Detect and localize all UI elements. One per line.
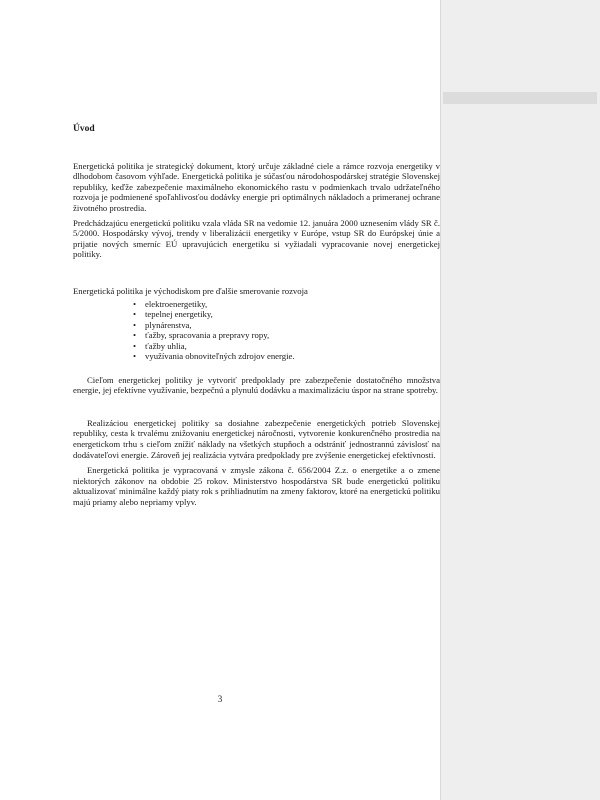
sector-list [73, 299, 440, 362]
bullet-icon: • [133, 298, 137, 309]
history-paragraph: Predchádzajúcu energetickú politiku vzala vláda SR na vedomie 12. januára 2000 uznesením vlády SR č. 5/2000. Hospodársky vývoj, trendy v liberalizácii energetiky v Európe, vstup SR do Európskej únie a prijatie nových smerníc EÚ upravujúcich energetiku si vyžiadali vypracovanie novej energetickej politiky. [73, 217, 440, 260]
bullet-icon: • [133, 351, 137, 362]
page-number: 3 [217, 694, 223, 704]
legal-basis-paragraph: Energetická politika je vypracovaná v zmysle zákona č. 656/2004 Z.z. o energetike a o zmene niektorých zákonov na obdobie 25 rokov. Ministerstvo hospodárstva SR bude energetickú politiku aktualizovať minimálne každý piaty rok s prihliadnutím na zmeny faktorov, ktoré na energetickú politiku majú priamy alebo nepriamy vplyv. [73, 465, 440, 507]
section-heading: Úvod [73, 124, 95, 134]
intro-paragraph: Energetická politika je strategický dokument, ktorý určuje základné ciele a rámce rozvoja energetiky v dlhodobom časovom výhľade. Energetická politika je súčasťou národohospodárskej stratégie Slovenskej republiky, keďže zabezpečenie maximálneho ekonomického rastu v podmienkach trvalo udržateľného rozvoja je podmienené spoľahlivosťou dodávky energie pri optimálnych nákladoch a primeranej ochrane životného prostredia. [73, 160, 440, 213]
realization-paragraph: Realizáciou energetickej politiky sa dosiahne zabezpečenie energetických potrieb Slovenskej republiky, cesta k trvalému znižovaniu energetickej náročnosti, vytvorenie konkurenčného prostredia na energetickom trhu s cieľom znížiť náklady na všetkých stupňoch a odstrániť jednostrannú závislosť na dodávateľovi energie. Zároveň jej realizácia vytvára predpoklady pre zvýšenie energetickej efektívnosti. [73, 417, 440, 460]
bullet-icon: • [133, 340, 137, 351]
list-intro: Energetická politika je východiskom pre ďalšie smerovanie rozvoja [73, 285, 308, 296]
bullet-icon: • [133, 330, 137, 341]
bullet-icon: • [133, 309, 137, 320]
page-content [73, 124, 440, 507]
list-item: • elektroenergetiky, [133, 298, 208, 309]
comment-margin-pane [440, 0, 600, 800]
goal-paragraph: Cieľom energetickej politiky je vytvoriť predpoklady pre zabezpečenie dostatočného množstva energie, jej efektívne využívanie, bezpečnú a plynulú dodávku a maximalizáciu úspor na strane spotreby. [73, 374, 440, 396]
list-item: • využívania obnoviteľných zdrojov energie. [133, 351, 295, 362]
list-item: • ťažby uhlia, [133, 340, 187, 351]
comment-balloon[interactable] [443, 92, 597, 104]
list-item: • tepelnej energetiky, [133, 309, 213, 320]
list-item: • ťažby, spracovania a prepravy ropy, [133, 330, 270, 341]
list-item: • plynárenstva, [133, 319, 192, 330]
bullet-icon: • [133, 319, 137, 330]
